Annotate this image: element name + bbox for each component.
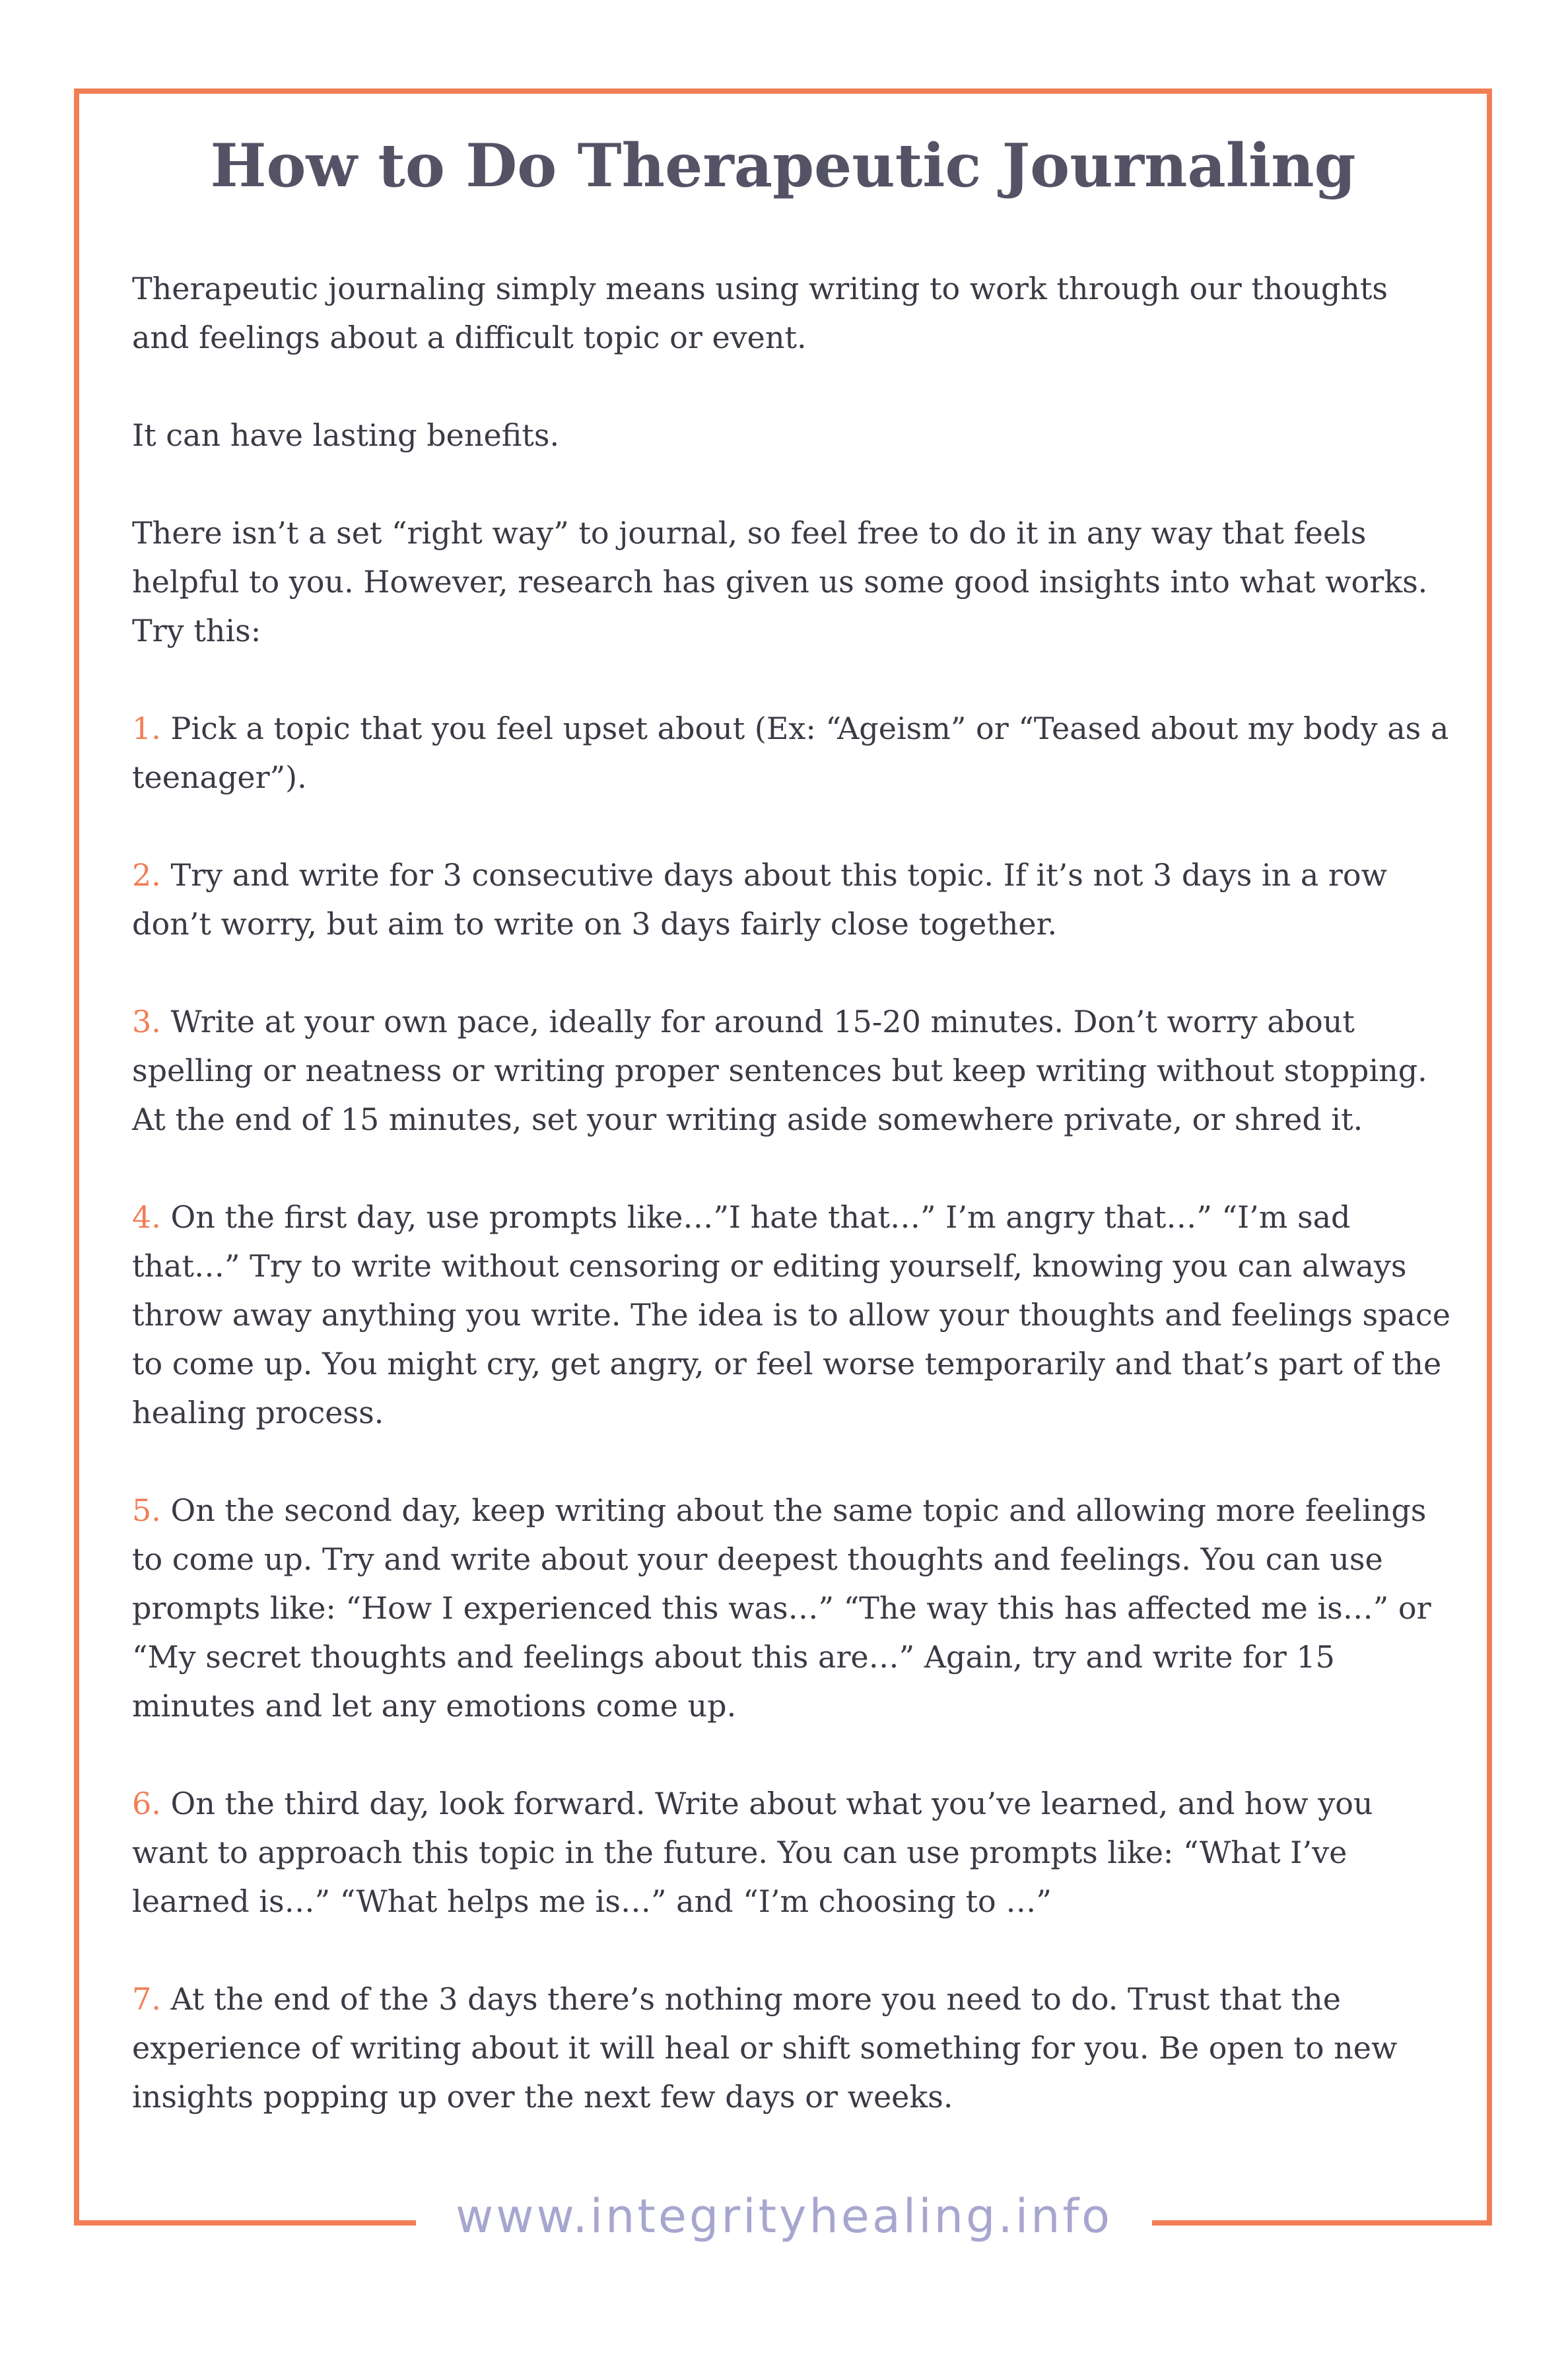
step-number: 3. xyxy=(132,1004,161,1039)
step-number: 6. xyxy=(132,1786,161,1821)
step-item xyxy=(132,1193,1452,1437)
step-item xyxy=(132,1975,1452,2121)
step-item xyxy=(132,997,1452,1144)
step-text: Try and write for 3 consecutive days about this topic. If it’s not 3 days in a row don’t worry, but aim to write on 3 days fairly close together. xyxy=(132,857,1387,942)
step-text: Write at your own pace, ideally for around 15-20 minutes. Don’t worry about spelling or neatness or writing proper sentences but keep writing without stopping. At the end of 15 minutes, set your writing aside somewhere private, or shred it. xyxy=(132,1004,1427,1137)
step-text: On the first day, use prompts like…”I hate that…” I’m angry that…” “I’m sad that…” Try to write without censoring or editing yourself, knowing you can always throw away anything you write. The idea is to allow your thoughts and feelings space to come up. You might cry, get angry, or feel worse temporarily and that’s part of the healing process. xyxy=(132,1199,1450,1430)
step-text: Pick a topic that you feel upset about (Ex: “Ageism” or “Teased about my body as a teenager”). xyxy=(132,711,1449,795)
step-item xyxy=(132,1779,1452,1926)
step-number: 2. xyxy=(132,857,161,893)
step-text: At the end of the 3 days there’s nothing more you need to do. Trust that the experience of writing about it will heal or shift something for you. Be open to new insights popping up over the next few days or weeks. xyxy=(132,1981,1398,2115)
intro-paragraph: It can have lasting benefits. xyxy=(132,417,560,453)
intro-paragraph: Therapeutic journaling simply means using writing to work through our thoughts and feelings about a difficult topic or event. xyxy=(132,271,1388,355)
page-title: How to Do Therapeutic Journaling xyxy=(210,131,1356,201)
step-number: 4. xyxy=(132,1199,161,1235)
step-number: 1. xyxy=(132,711,161,746)
step-text: On the third day, look forward. Write about what you’ve learned, and how you want to approach this topic in the future. You can use prompts like: “What I’ve learned is…” “What helps me is…” and “I’m choosing to …” xyxy=(132,1786,1373,1919)
step-number: 5. xyxy=(132,1493,161,1528)
footer-url: www.integrityhealing.info xyxy=(456,2189,1112,2243)
step-item xyxy=(132,704,1452,802)
step-number: 7. xyxy=(132,1981,161,2017)
step-text: On the second day, keep writing about the same topic and allowing more feelings to come up. Try and write about your deepest thoughts and feelings. You can use prompts like: “How I experienced this was…” “The way this has affected me is…” or “My secret thoughts and feelings about this are…” Again, try and write for 15 minutes and let any emotions come up. xyxy=(132,1493,1431,1724)
intro-paragraph: There isn’t a set “right way” to journal, so feel free to do it in any way that feels helpful to you. However, research has given us some good insights into what works. Try this: xyxy=(132,515,1428,649)
article-body xyxy=(132,264,1452,2121)
step-item xyxy=(132,851,1452,948)
step-item xyxy=(132,1486,1452,1730)
